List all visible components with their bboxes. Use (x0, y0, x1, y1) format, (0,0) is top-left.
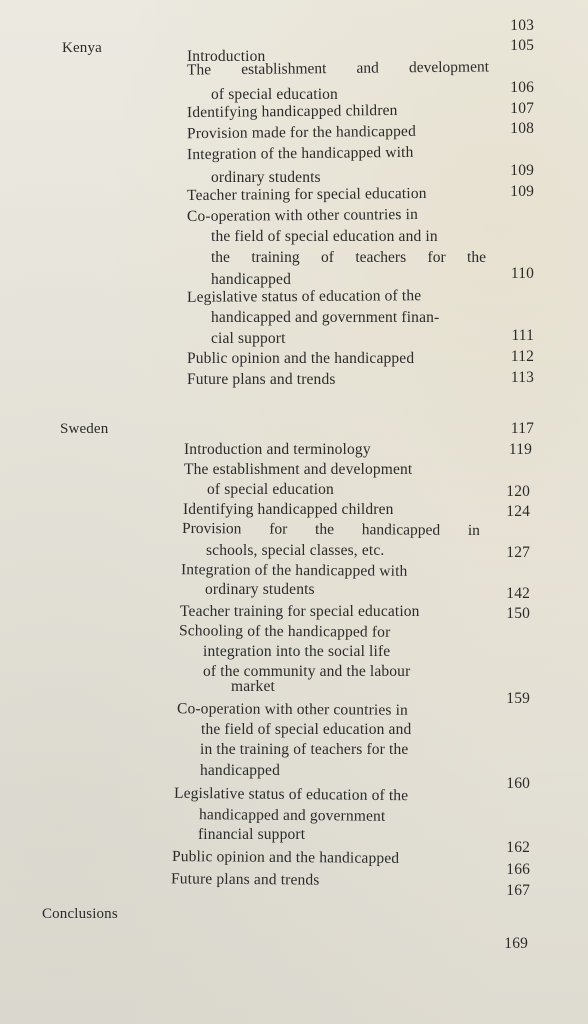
toc-entry-line: ordinary students (205, 581, 315, 598)
toc-entry-line: The establishment and development (186, 58, 490, 79)
toc-page-number: 108 (510, 120, 534, 137)
toc-entry-line: Legislative status of education of the (173, 784, 409, 805)
toc-page-number: 169 (504, 935, 528, 952)
toc-entry-line: Co-operation with other countries in (176, 700, 409, 719)
toc-page-number: 106 (510, 79, 534, 96)
toc-entry-line: The establishment and development (184, 461, 413, 478)
toc-page-number: 112 (510, 348, 534, 365)
toc-entry-line: Introduction (187, 48, 266, 65)
toc-entry-line: Public opinion and the handicapped (171, 848, 400, 867)
toc-entry-line: Co-operation with other countries in (186, 205, 419, 226)
toc-page-number: 113 (510, 369, 534, 386)
toc-entry-line: cial support (211, 330, 286, 347)
toc-page-number: 150 (506, 605, 530, 622)
toc-page-number: 160 (506, 775, 530, 792)
toc-page-number: 109 (510, 162, 534, 179)
section-heading-sweden: Sweden (60, 421, 109, 437)
toc-entry-line: Public opinion and the handicapped (187, 350, 415, 367)
toc-page-number: 120 (506, 483, 530, 500)
toc-entry-line: financial support (198, 826, 306, 843)
toc-page-number: 117 (510, 420, 534, 437)
toc-entry-line: in the training of teachers for the (200, 741, 409, 758)
toc-entry-line: Teacher training for special education (180, 603, 420, 620)
toc-entry-line: handicapped (211, 271, 291, 288)
toc-entry-line: of special education (211, 86, 338, 103)
toc-page-number: 119 (508, 441, 532, 458)
toc-entry-line: the field of special education and in (211, 228, 438, 245)
section-heading-kenya: Kenya (62, 40, 102, 56)
toc-entry-line: Provision for the handicapped in (181, 519, 481, 540)
toc-page-number: 110 (510, 265, 534, 282)
toc-page-number: 105 (510, 37, 534, 54)
toc-entry-line: Introduction and terminology (184, 441, 371, 458)
toc-entry-line: of special education (207, 481, 334, 498)
toc-entry-line: ordinary students (211, 169, 321, 186)
toc-entry-line: Teacher training for special education (186, 184, 427, 205)
toc-entry-line: handicapped and government finan- (211, 309, 440, 326)
toc-entry-line: Future plans and trends (170, 870, 320, 889)
toc-entry-line: Integration of the handicapped with (186, 143, 414, 164)
toc-page-number: 111 (511, 327, 534, 344)
toc-entry-line: schools, special classes, etc. (206, 542, 385, 559)
toc-entry-line: the training of teachers for the (211, 249, 486, 266)
toc-page-number: 159 (506, 690, 530, 707)
toc-page-number: 107 (510, 100, 534, 117)
toc-entry-line: Provision made for the handicapped (186, 122, 417, 143)
toc-page-number: 162 (506, 839, 530, 856)
toc-entry-line: the field of special education and (201, 721, 412, 738)
toc-entry-line: handicapped (200, 762, 280, 779)
toc-entry-line: Schooling of the handicapped for (178, 622, 391, 641)
toc-page-number: 167 (506, 882, 530, 899)
toc-page-number: 103 (510, 17, 534, 34)
section-heading-conclusions: Conclusions (42, 906, 118, 922)
toc-page-number: 124 (506, 503, 530, 520)
toc-page-number: 142 (506, 585, 530, 602)
toc-entry-line: Legislative status of education of the (186, 287, 422, 306)
toc-entry-line: Integration of the handicapped with (180, 561, 408, 580)
toc-page-number: 109 (510, 183, 534, 200)
toc-entry-line: Identifying handicapped children (186, 101, 398, 122)
toc-entry-line: integration into the social life (203, 643, 391, 660)
toc-entry-line: Future plans and trends (187, 371, 336, 388)
toc-page-number: 166 (506, 861, 530, 878)
toc-entry-line: of the community and the labour (203, 663, 411, 680)
toc-page-number: 127 (506, 544, 530, 561)
toc-entry-line: Identifying handicapped children (183, 501, 394, 518)
toc-entry-line: market (231, 678, 275, 695)
toc-entry-line: handicapped and government (198, 806, 386, 825)
